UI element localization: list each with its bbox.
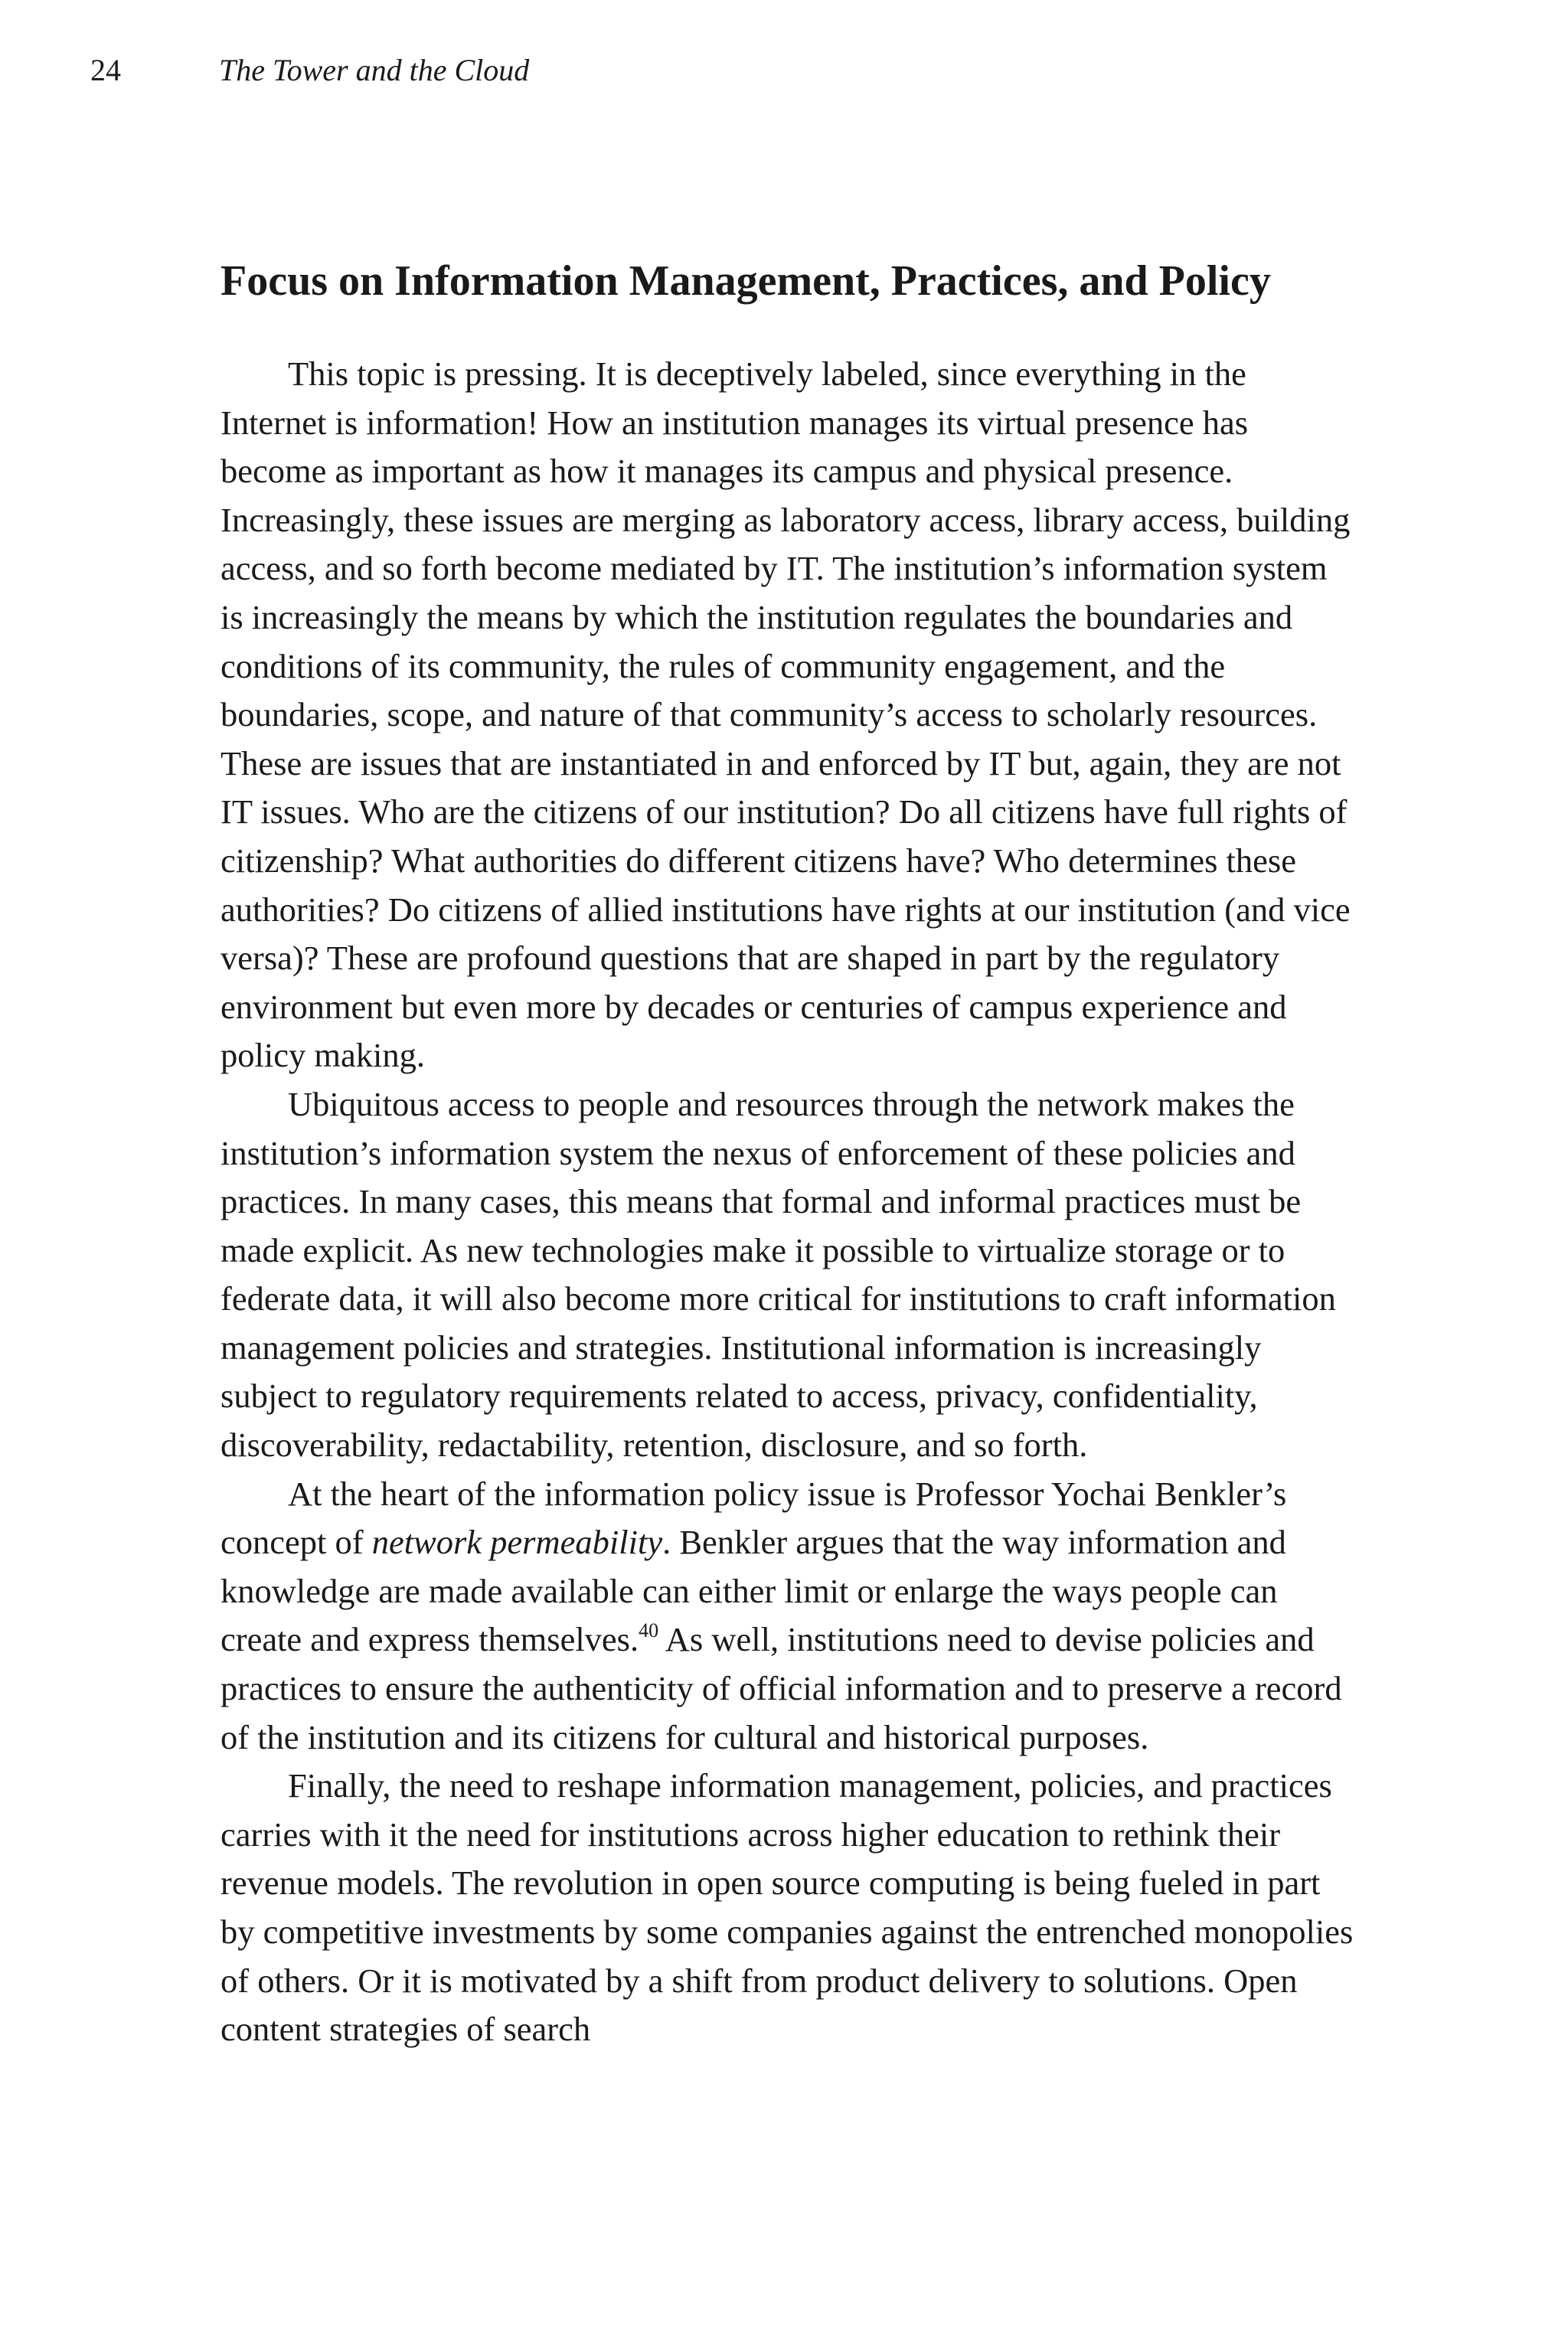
paragraph-2: Ubiquitous access to people and resources through the network makes the institution’s information system the nexus of enforcement of these policies and practices. In many cases, this means that formal and informal practices must be made explicit. As new technologies make it possible to virtualize storage or to federate data, it will also become more critical for institutions to craft information management policies and strategies. Institutional information is increasingly subject to regulatory requirements related to access, privacy, confidentiality, discoverability, redactability, retention, disclosure, and so forth. [220,1084,1336,1465]
paragraph-3-text-middle: . Benkler argues that the way information and knowledge are made available can either limit or enlarge the ways people can create and express themselves. [220,1523,1286,1659]
page-number: 24 [90,53,121,87]
italic-term: network permeability [371,1523,663,1562]
paragraph-4: Finally, the need to reshape information management, policies, and practices carries with it the need for institutions across higher education to rethink their revenue models. The revolution in open source computing is being fueled in part by competitive investments by some companies against the entrenched monopolies of others. Or it is motivated by a shift from product delivery to solutions. Open content strategies of search [220,1766,1354,2049]
paragraph-3-text-end: As well, institutions need to devise policies and practices to ensure the authenticity of official information and to preserve a record of the institution and its citizens for cultural and historical purposes. [220,1620,1342,1756]
paragraph-3-text-start: At the heart of the information policy issue is Professor Yochai Benkler’s concept of [220,1474,1287,1562]
footnote-reference: 40 [639,1619,659,1642]
running-head [90,47,1478,93]
section-heading: Focus on Information Management, Practices, and Policy [220,257,1271,305]
book-title: The Tower and the Cloud [219,53,530,87]
paragraph-3 [220,1470,1354,1762]
page-content [220,249,1354,2054]
paragraph-1: This topic is pressing. It is deceptively labeled, since everything in the Internet is information! How an institution manages its virtual presence has become as important as how it manages its campus and physical presence. Increasingly, these issues are merging as laboratory access, library access, building access, and so forth become mediated by IT. The institution’s information system is increasingly the means by which the institution regulates the boundaries and conditions of its community, the rules of community engagement, and the boundaries, scope, and nature of that community’s access to scholarly resources. These are issues that are instantiated in and enforced by IT but, again, they are not IT issues. Who are the citizens of our institution? Do all citizens have full rights of citizenship? What authorities do different citizens have? Who determines these authorities? Do citizens of allied institutions have rights at our institution (and vice versa)? These are profound questions that are shaped in part by the regulatory environment but even more by decades or centuries of campus experience and policy making. [220,354,1351,1075]
